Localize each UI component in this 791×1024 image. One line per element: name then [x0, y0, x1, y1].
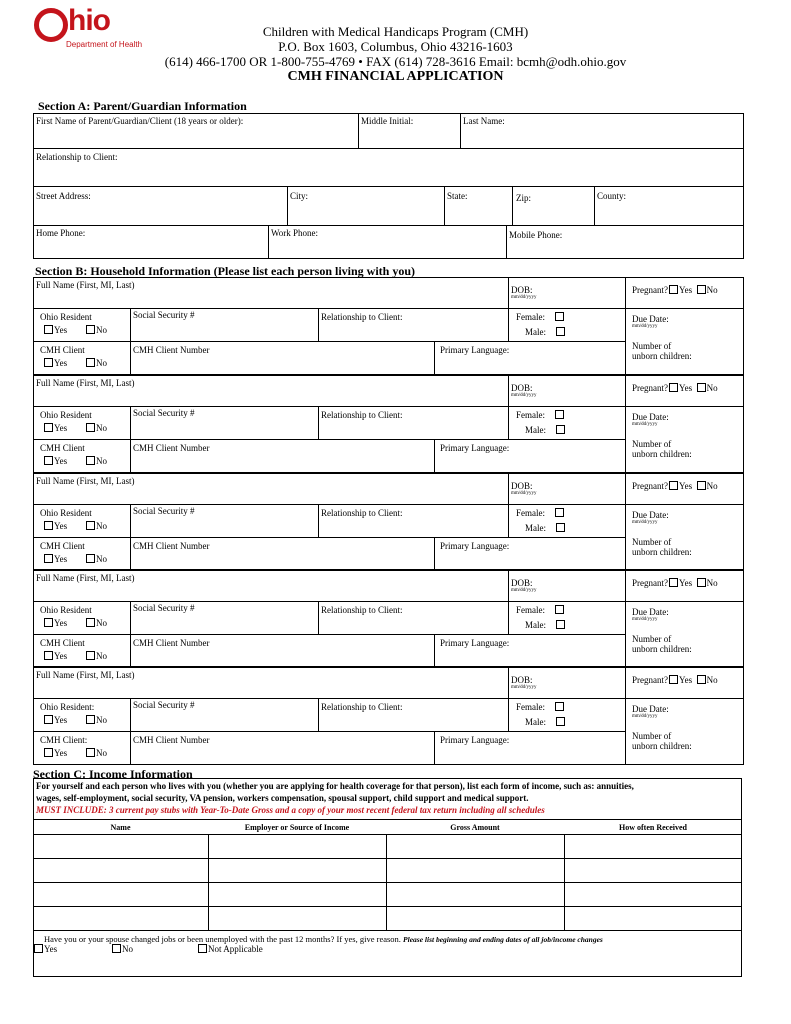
checkbox-icon	[86, 358, 95, 367]
checkbox-icon[interactable]	[669, 481, 678, 490]
program-address: P.O. Box 1603, Columbus, Ohio 43216-1603	[278, 39, 513, 54]
unborn-children-field[interactable]: Number of unborn children:	[632, 731, 692, 751]
unborn-children-field[interactable]: Number of unborn children:	[632, 537, 692, 557]
checkbox-icon	[44, 748, 53, 757]
ssn-field[interactable]: Social Security #	[133, 310, 195, 320]
ohio-resident-no[interactable]: No	[86, 618, 107, 628]
cmh-client-label: CMH Client	[40, 345, 85, 355]
dob-format: mm/dd/yyyy	[511, 588, 537, 593]
work-phone-field[interactable]: Work Phone:	[271, 228, 319, 238]
ohio-resident-label: Ohio Resident	[40, 508, 92, 518]
female-checkbox[interactable]: Female:	[516, 508, 565, 518]
member-full-name-field[interactable]: Full Name (First, MI, Last)	[36, 670, 135, 680]
cmh-client-label: CMH Client	[40, 443, 85, 453]
checkbox-icon[interactable]	[697, 578, 706, 587]
ohio-resident-label: Ohio Resident	[40, 410, 92, 420]
cmh-client-no[interactable]: No	[86, 651, 107, 661]
member-full-name-field[interactable]: Full Name (First, MI, Last)	[36, 573, 135, 583]
relationship-to-client-field[interactable]: Relationship to Client:	[321, 508, 403, 518]
checkbox-icon[interactable]	[697, 481, 706, 490]
col-gross: Gross Amount	[450, 823, 500, 832]
checkbox-icon	[555, 312, 564, 321]
home-phone-field[interactable]: Home Phone:	[36, 228, 86, 238]
program-contact: (614) 466-1700 OR 1-800-755-4769 • FAX (614) 728-3616 Email: bcmh@odh.ohio.gov	[164, 54, 627, 69]
cmh-client-number-field[interactable]: CMH Client Number	[133, 638, 210, 648]
mobile-phone-field[interactable]: Mobile Phone:	[509, 230, 563, 240]
checkbox-icon	[86, 618, 95, 627]
due-date-field[interactable]: Due Date:	[632, 704, 669, 714]
ohio-resident-yes[interactable]: Yes	[44, 423, 67, 433]
cmh-client-number-field[interactable]: CMH Client Number	[133, 735, 210, 745]
ohio-resident-label: Ohio Resident	[40, 312, 92, 322]
checkbox-icon	[198, 944, 207, 953]
due-date-format: mm/dd/yyyy	[632, 324, 658, 329]
ssn-field[interactable]: Social Security #	[133, 603, 195, 613]
due-date-field[interactable]: Due Date:	[632, 510, 669, 520]
checkbox-icon	[44, 554, 53, 563]
cmh-client-yes[interactable]: Yes	[44, 358, 67, 368]
checkbox-icon	[556, 620, 565, 629]
checkbox-icon[interactable]	[697, 675, 706, 684]
primary-language-field[interactable]: Primary Language:	[440, 541, 510, 551]
checkbox-icon	[44, 521, 53, 530]
primary-language-field[interactable]: Primary Language:	[440, 638, 510, 648]
ssn-field[interactable]: Social Security #	[133, 700, 195, 710]
male-checkbox[interactable]: Male:	[525, 620, 566, 630]
ohio-resident-no[interactable]: No	[86, 521, 107, 531]
female-checkbox[interactable]: Female:	[516, 312, 565, 322]
ohio-resident-no[interactable]: No	[86, 325, 107, 335]
checkbox-icon	[555, 508, 564, 517]
female-checkbox[interactable]: Female:	[516, 605, 565, 615]
ohio-resident-yes[interactable]: Yes	[44, 618, 67, 628]
due-date-field[interactable]: Due Date:	[632, 607, 669, 617]
cmh-client-no[interactable]: No	[86, 748, 107, 758]
checkbox-icon	[86, 456, 95, 465]
checkbox-icon	[34, 944, 43, 953]
member-full-name-field[interactable]: Full Name (First, MI, Last)	[36, 476, 135, 486]
member-dob-field[interactable]: DOB:	[511, 481, 533, 491]
cmh-client-number-field[interactable]: CMH Client Number	[133, 443, 210, 453]
cmh-client-yes[interactable]: Yes	[44, 651, 67, 661]
checkbox-icon[interactable]	[669, 383, 678, 392]
male-checkbox[interactable]: Male:	[525, 327, 566, 337]
primary-language-field[interactable]: Primary Language:	[440, 345, 510, 355]
ssn-field[interactable]: Social Security #	[133, 506, 195, 516]
cmh-client-no[interactable]: No	[86, 358, 107, 368]
cmh-client-no[interactable]: No	[86, 456, 107, 466]
relationship-to-client-field[interactable]: Relationship to Client:	[321, 702, 403, 712]
checkbox-icon	[555, 702, 564, 711]
member-dob-field[interactable]: DOB:	[511, 285, 533, 295]
due-date-format: mm/dd/yyyy	[632, 520, 658, 525]
checkbox-icon	[44, 423, 53, 432]
checkbox-icon	[86, 715, 95, 724]
city-field[interactable]: City:	[290, 191, 309, 201]
checkbox-icon	[86, 521, 95, 530]
ohio-resident-yes[interactable]: Yes	[44, 521, 67, 531]
female-checkbox[interactable]: Female:	[516, 702, 565, 712]
due-date-format: mm/dd/yyyy	[632, 617, 658, 622]
cmh-client-label: CMH Client	[40, 541, 85, 551]
job-change-na[interactable]: Not Applicable	[198, 944, 263, 954]
ohio-resident-yes[interactable]: Yes	[44, 715, 67, 725]
checkbox-icon[interactable]	[669, 578, 678, 587]
pregnant-question: Pregnant? Yes No	[632, 675, 718, 685]
due-date-field[interactable]: Due Date:	[632, 412, 669, 422]
checkbox-icon	[44, 456, 53, 465]
relationship-field[interactable]: Relationship to Client:	[36, 152, 118, 162]
ohio-resident-no[interactable]: No	[86, 715, 107, 725]
income-instructions: For yourself and each person who lives with you (whether you are applying for health coverage for that person), list each form of income, such as: annuities, wages, self-employment, social security, VA pension, workers compensation, spousal support, child support and medical support. MUST INCLUDE: 3 current pay stubs with Year-To-Date Gross and a copy of your most recent federal tax return including all schedules	[36, 781, 634, 815]
last-name-field[interactable]: Last Name:	[463, 116, 505, 126]
due-date-format: mm/dd/yyyy	[632, 422, 658, 427]
county-field[interactable]: County:	[597, 191, 627, 201]
cmh-client-label: CMH Client:	[40, 735, 88, 745]
checkbox-icon	[555, 410, 564, 419]
checkbox-icon	[556, 717, 565, 726]
ohio-resident-yes[interactable]: Yes	[44, 325, 67, 335]
col-employer: Employer or Source of Income	[244, 823, 350, 832]
cmh-client-number-field[interactable]: CMH Client Number	[133, 345, 210, 355]
checkbox-icon	[44, 325, 53, 334]
job-change-no[interactable]: No	[112, 944, 133, 954]
pregnant-question: Pregnant? Yes No	[632, 383, 718, 393]
page-title: CMH FINANCIAL APPLICATION	[287, 69, 504, 84]
pregnant-question: Pregnant? Yes No	[632, 481, 718, 491]
checkbox-icon	[44, 715, 53, 724]
member-full-name-field[interactable]: Full Name (First, MI, Last)	[36, 378, 135, 388]
member-dob-field[interactable]: DOB:	[511, 578, 533, 588]
checkbox-icon[interactable]	[697, 383, 706, 392]
ohio-resident-label: Ohio Resident:	[40, 702, 95, 712]
member-dob-field[interactable]: DOB:	[511, 383, 533, 393]
due-date-format: mm/dd/yyyy	[632, 714, 658, 719]
checkbox-icon	[86, 748, 95, 757]
section-a-heading: Section A: Parent/Guardian Information	[38, 99, 247, 113]
dob-format: mm/dd/yyyy	[511, 491, 537, 496]
cmh-client-yes[interactable]: Yes	[44, 554, 67, 564]
ssn-field[interactable]: Social Security #	[133, 408, 195, 418]
cmh-client-yes[interactable]: Yes	[44, 456, 67, 466]
ohio-resident-label: Ohio Resident	[40, 605, 92, 615]
due-date-field[interactable]: Due Date:	[632, 314, 669, 324]
cmh-client-no[interactable]: No	[86, 554, 107, 564]
male-checkbox[interactable]: Male:	[525, 425, 566, 435]
unborn-children-field[interactable]: Number of unborn children:	[632, 439, 692, 459]
pregnant-question: Pregnant? Yes No	[632, 578, 718, 588]
section-b-heading: Section B: Household Information (Please list each person living with you)	[35, 264, 416, 278]
checkbox-icon	[112, 944, 121, 953]
unborn-children-field[interactable]: Number of unborn children:	[632, 341, 692, 361]
relationship-to-client-field[interactable]: Relationship to Client:	[321, 312, 403, 322]
zip-field[interactable]: Zip:	[516, 193, 531, 203]
dob-format: mm/dd/yyyy	[511, 685, 537, 690]
cmh-client-label: CMH Client	[40, 638, 85, 648]
col-frequency: How often Received	[619, 823, 687, 832]
cmh-client-yes[interactable]: Yes	[44, 748, 67, 758]
section-c-heading: Section C: Income Information	[33, 767, 193, 781]
street-address-field[interactable]: Street Address:	[36, 191, 91, 201]
state-field[interactable]: State:	[447, 191, 468, 201]
program-name: Children with Medical Handicaps Program (CMH)	[262, 24, 529, 39]
checkbox-icon	[555, 605, 564, 614]
primary-language-field[interactable]: Primary Language:	[440, 443, 510, 453]
checkbox-icon[interactable]	[697, 285, 706, 294]
checkbox-icon	[44, 618, 53, 627]
first-name-field[interactable]: First Name of Parent/Guardian/Client (18 years or older):	[36, 116, 244, 126]
unborn-children-field[interactable]: Number of unborn children:	[632, 634, 692, 654]
checkbox-icon	[556, 523, 565, 532]
checkbox-icon	[86, 423, 95, 432]
checkbox-icon	[86, 325, 95, 334]
checkbox-icon	[556, 327, 565, 336]
job-change-yes[interactable]: Yes	[34, 944, 57, 954]
checkbox-icon	[44, 358, 53, 367]
ohio-resident-no[interactable]: No	[86, 423, 107, 433]
member-full-name-field[interactable]: Full Name (First, MI, Last)	[36, 280, 135, 290]
dob-format: mm/dd/yyyy	[511, 295, 537, 300]
pregnant-question: Pregnant? Yes No	[632, 285, 718, 295]
cmh-client-number-field[interactable]: CMH Client Number	[133, 541, 210, 551]
col-name: Name	[110, 823, 131, 832]
checkbox-icon	[86, 554, 95, 563]
checkbox-icon[interactable]	[669, 285, 678, 294]
checkbox-icon	[86, 651, 95, 660]
checkbox-icon	[44, 651, 53, 660]
female-checkbox[interactable]: Female:	[516, 410, 565, 420]
male-checkbox[interactable]: Male:	[525, 523, 566, 533]
checkbox-icon	[556, 425, 565, 434]
job-change-question: Have you or your spouse changed jobs or been unemployed with the past 12 months? If yes, give reason. Please list beginning and ending dates of all job/income changes	[44, 934, 603, 944]
relationship-to-client-field[interactable]: Relationship to Client:	[321, 605, 403, 615]
middle-initial-field[interactable]: Middle Initial:	[361, 116, 414, 126]
relationship-to-client-field[interactable]: Relationship to Client:	[321, 410, 403, 420]
dob-format: mm/dd/yyyy	[511, 393, 537, 398]
ohio-logo-text: hio	[68, 4, 110, 37]
checkbox-icon[interactable]	[669, 675, 678, 684]
primary-language-field[interactable]: Primary Language:	[440, 735, 510, 745]
member-dob-field[interactable]: DOB:	[511, 675, 533, 685]
ohio-logo-dept: Department of Health	[66, 40, 143, 49]
male-checkbox[interactable]: Male:	[525, 717, 566, 727]
